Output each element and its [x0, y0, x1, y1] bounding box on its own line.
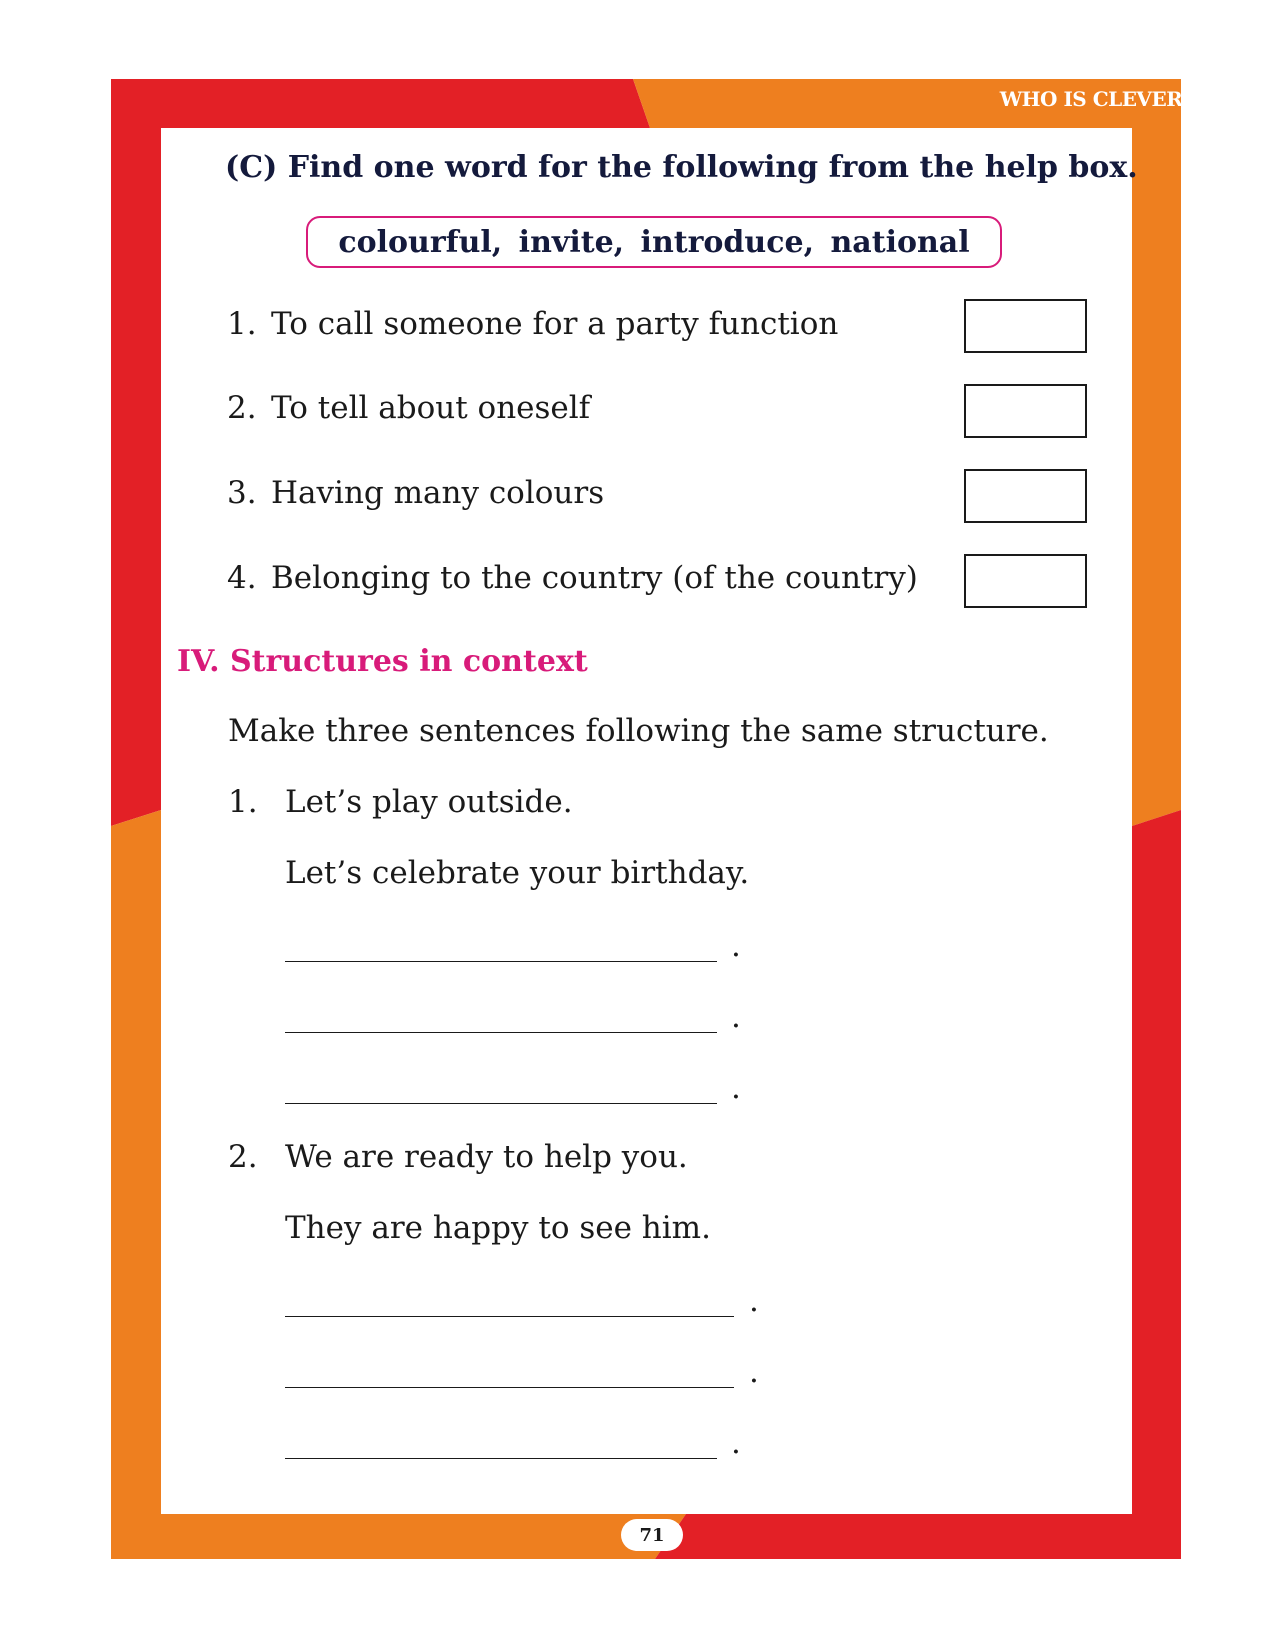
- blank-period: .: [731, 928, 741, 964]
- running-header: WHO IS CLEVER ?: [999, 87, 1200, 111]
- answer-box[interactable]: [964, 554, 1087, 608]
- example-sentence: Let’s celebrate your birthday.: [285, 855, 750, 891]
- example-sentence: Let’s play outside.: [285, 784, 573, 820]
- exercise-number: 1.: [228, 784, 258, 820]
- question-number: 3.: [227, 475, 257, 511]
- question-text: Belonging to the country (of the country): [271, 560, 918, 596]
- section-iv-title: IV. Structures in context: [177, 644, 588, 679]
- section-c-title: (C) Find one word for the following from the help box.: [225, 150, 1138, 185]
- answer-blank-line[interactable]: [285, 1032, 717, 1033]
- answer-blank-line[interactable]: [285, 1458, 717, 1459]
- answer-box[interactable]: [964, 299, 1087, 353]
- blank-period: .: [749, 1283, 759, 1319]
- instruction-text: Make three sentences following the same structure.: [228, 713, 1049, 749]
- question-number: 1.: [227, 306, 257, 342]
- answer-box[interactable]: [964, 384, 1087, 438]
- example-sentence: They are happy to see him.: [285, 1210, 711, 1246]
- help-box: colourful, invite, introduce, national: [306, 216, 1002, 268]
- example-sentence: We are ready to help you.: [285, 1139, 688, 1175]
- blank-period: .: [731, 999, 741, 1035]
- answer-blank-line[interactable]: [285, 1103, 717, 1104]
- question-text: To call someone for a party function: [271, 306, 839, 342]
- answer-blank-line[interactable]: [285, 1387, 734, 1388]
- blank-period: .: [749, 1354, 759, 1390]
- page-number: 71: [621, 1519, 683, 1551]
- question-number: 2.: [227, 390, 257, 426]
- answer-blank-line[interactable]: [285, 961, 717, 962]
- blank-period: .: [731, 1070, 741, 1106]
- content-panel: [161, 128, 1138, 1514]
- answer-box[interactable]: [964, 469, 1087, 523]
- question-text: Having many colours: [271, 475, 605, 511]
- blank-period: .: [731, 1425, 741, 1461]
- question-text: To tell about oneself: [271, 390, 591, 426]
- question-number: 4.: [227, 560, 257, 596]
- answer-blank-line[interactable]: [285, 1316, 734, 1317]
- exercise-number: 2.: [228, 1139, 258, 1175]
